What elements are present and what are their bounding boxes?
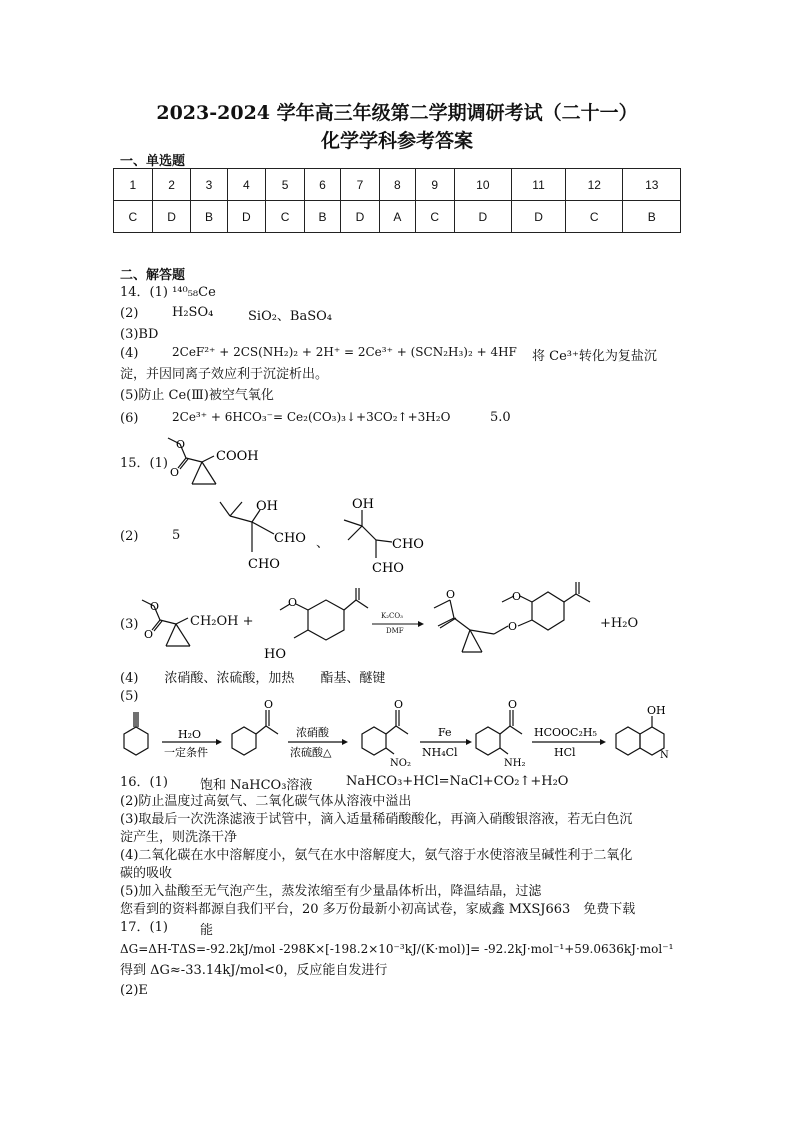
q17-part2: (2)E <box>120 983 148 998</box>
cooh-label: COOH <box>216 449 259 464</box>
q16-part3-b: 淀产生，则洗涤干净 <box>120 830 238 845</box>
o-atom-label: O <box>446 588 456 601</box>
doc-title-line1: 2023-2024 学年高三年级第二学期调研考试（二十一） <box>156 102 638 124</box>
q14-part3: (3)BD <box>120 327 159 342</box>
q-number: 7 <box>341 169 380 201</box>
o-atom-label: O <box>170 466 180 479</box>
q-number: 8 <box>379 169 415 201</box>
n-atom-label: N <box>660 750 669 761</box>
q-number: 10 <box>454 169 511 201</box>
ho-label: HO <box>264 647 286 662</box>
q-answer: D <box>454 201 511 233</box>
nh2-label: NH₂ <box>504 758 526 769</box>
q-number: 5 <box>266 169 305 201</box>
q14-part4-reason-a: 将 Ce³⁺转化为复盐沉 <box>532 349 657 364</box>
answer-table-numbers-row <box>114 169 681 201</box>
q-answer: D <box>152 201 191 233</box>
q14-part6-equation: 2Ce³⁺ + 6HCO₃⁻= Ce₂(CO₃)₃↓+3CO₂↑+3H₂O <box>172 410 451 424</box>
q-answer: D <box>341 201 380 233</box>
q14-part4-equation: 2CeF²⁺ + 2CS(NH₂)₂ + 2H⁺ = 2Ce³⁺ + (SCN₂H₃)₂ + 4HF <box>172 345 517 359</box>
q-answer: C <box>566 201 623 233</box>
answer-table <box>113 168 681 233</box>
q-answer: B <box>304 201 340 233</box>
q14-part5: (5)防止 Ce(Ⅲ)被空气氧化 <box>120 388 274 403</box>
q16-part3-a: (3)取最后一次洗涤滤液于试管中，滴入适量稀硝酸酸化，再滴入硝酸银溶液，若无白色沉 <box>120 812 633 827</box>
o-atom-label: O <box>150 600 160 613</box>
q-answer: B <box>623 201 681 233</box>
q14-part1: 14．(1) ¹⁴⁰₅₈Ce <box>120 285 216 300</box>
q16-part2: (2)防止温度过高氨气、二氧化碳气体从溶液中溢出 <box>120 794 412 809</box>
o-atom-label: O <box>288 596 298 609</box>
ch2oh-plus: CH₂OH + <box>190 614 254 629</box>
q-answer: D <box>512 201 566 233</box>
q-answer: B <box>191 201 227 233</box>
q15-part2-isomer-1 <box>212 492 320 576</box>
cho-label: CHO <box>274 531 306 546</box>
q15-part5-label: (5) <box>120 689 139 704</box>
q16-part1-answer-a: 饱和 NaHCO₃溶液 <box>200 778 313 793</box>
q15-part1-structure <box>162 432 272 496</box>
q15-part2-isomer-2 <box>334 492 434 576</box>
q17-part1-label: 17．(1) <box>120 920 168 935</box>
q-number: 13 <box>623 169 681 201</box>
q-number: 6 <box>304 169 340 201</box>
q15-part2-count: 5 <box>172 528 181 543</box>
section-single-choice: 一、单选题 <box>120 154 186 169</box>
h2so4-label: 浓硫酸△ <box>290 746 332 759</box>
no2-label: NO₂ <box>390 758 411 769</box>
fe-label: Fe <box>438 726 452 739</box>
o-atom-label: O <box>144 628 154 641</box>
cho-label: CHO <box>392 537 424 552</box>
nh4cl-label: NH₄Cl <box>422 746 458 759</box>
k2co3-label: K₂CO₃ <box>381 612 403 620</box>
o-atom-label: O <box>264 698 274 711</box>
q-number: 11 <box>512 169 566 201</box>
q-number: 3 <box>191 169 227 201</box>
q14-part4-label: (4) <box>120 346 139 361</box>
q15-part1-label: 15．(1) <box>120 456 168 471</box>
q17-result: 得到 ΔG≈-33.14kJ/mol<0，反应能自发进行 <box>120 963 388 978</box>
q15-part3-reactant-2 <box>262 584 372 664</box>
o-atom-label: O <box>394 698 404 711</box>
o-atom-label: O <box>176 438 186 451</box>
o-atom-label: O <box>508 698 518 711</box>
q14-part2-answer-b: SiO₂、BaSO₄ <box>248 309 333 324</box>
q-number: 9 <box>415 169 454 201</box>
q-number: 12 <box>566 169 623 201</box>
q16-part1-label: 16．(1) <box>120 775 168 790</box>
q-answer: A <box>379 201 415 233</box>
q16-part5: (5)加入盐酸至无气泡产生，蒸发浓缩至有少量晶体析出，降温结晶，过滤 <box>120 884 542 899</box>
plus-water: +H₂O <box>600 616 639 631</box>
dmf-label: DMF <box>386 627 404 635</box>
q14-part6-value: 5.0 <box>490 410 511 425</box>
q17-calculation: ΔG=ΔH-TΔS=-92.2kJ/mol -298K×[-198.2×10⁻³kJ/(K·mol)]= -92.2kJ·mol⁻¹+59.0636kJ·mol⁻¹ <box>120 942 674 956</box>
o-atom-label: O <box>508 620 518 633</box>
q15-part3-product <box>428 578 600 668</box>
hcooc2h5-label: HCOOC₂H₅ <box>534 726 597 739</box>
q14-part4-reason-b: 淀，并因同离子效应利于沉淀析出。 <box>120 367 329 382</box>
h2o-label: H₂O <box>178 728 202 741</box>
cho-label: CHO <box>248 557 280 572</box>
q14-part2-label: (2) <box>120 306 139 321</box>
doc-title-line2: 化学学科参考答案 <box>320 130 473 152</box>
q-answer: C <box>114 201 153 233</box>
q14-part6-label: (6) <box>120 411 139 426</box>
q-number: 4 <box>227 169 266 201</box>
q15-synthesis-route <box>116 696 696 774</box>
answer-table-answers-row <box>114 201 681 233</box>
q16-part4-a: (4)二氧化碳在水中溶解度小，氨气在水中溶解度大，氨气溶于水使溶液呈碱性利于二氧化 <box>120 848 633 863</box>
q-number: 2 <box>152 169 191 201</box>
q15-part2-label: (2) <box>120 529 139 544</box>
q15-part3-label: (3) <box>120 617 139 632</box>
q16-part4-b: 碳的吸收 <box>120 866 173 881</box>
cho-label: CHO <box>372 561 404 576</box>
q-answer: C <box>415 201 454 233</box>
oh-label: OH <box>352 497 374 512</box>
q14-part2-answer-a: H₂SO₄ <box>172 305 214 320</box>
oh-label: OH <box>647 704 666 717</box>
q16-part1-answer-b: NaHCO₃+HCl=NaCl+CO₂↑+H₂O <box>346 774 569 789</box>
o-atom-label: O <box>512 590 522 603</box>
q-number: 1 <box>114 169 153 201</box>
q-answer: D <box>227 201 266 233</box>
q15-part4: (4) 浓硝酸、浓硫酸，加热 酯基、醚键 <box>120 671 386 686</box>
promo-text: 您看到的资料都源自我们平台，20 多万份最新小初高试卷，家威鑫 MXSJ663 免费下载 <box>120 902 636 917</box>
section-answers: 二、解答题 <box>120 268 186 283</box>
hno3-label: 浓硝酸 <box>296 726 329 739</box>
hcl-label: HCl <box>554 746 576 759</box>
q17-part1-answer: 能 <box>200 923 214 938</box>
oh-label: OH <box>256 499 278 514</box>
q-answer: C <box>266 201 305 233</box>
condition-label: 一定条件 <box>164 746 208 759</box>
separator: 、 <box>316 536 330 551</box>
